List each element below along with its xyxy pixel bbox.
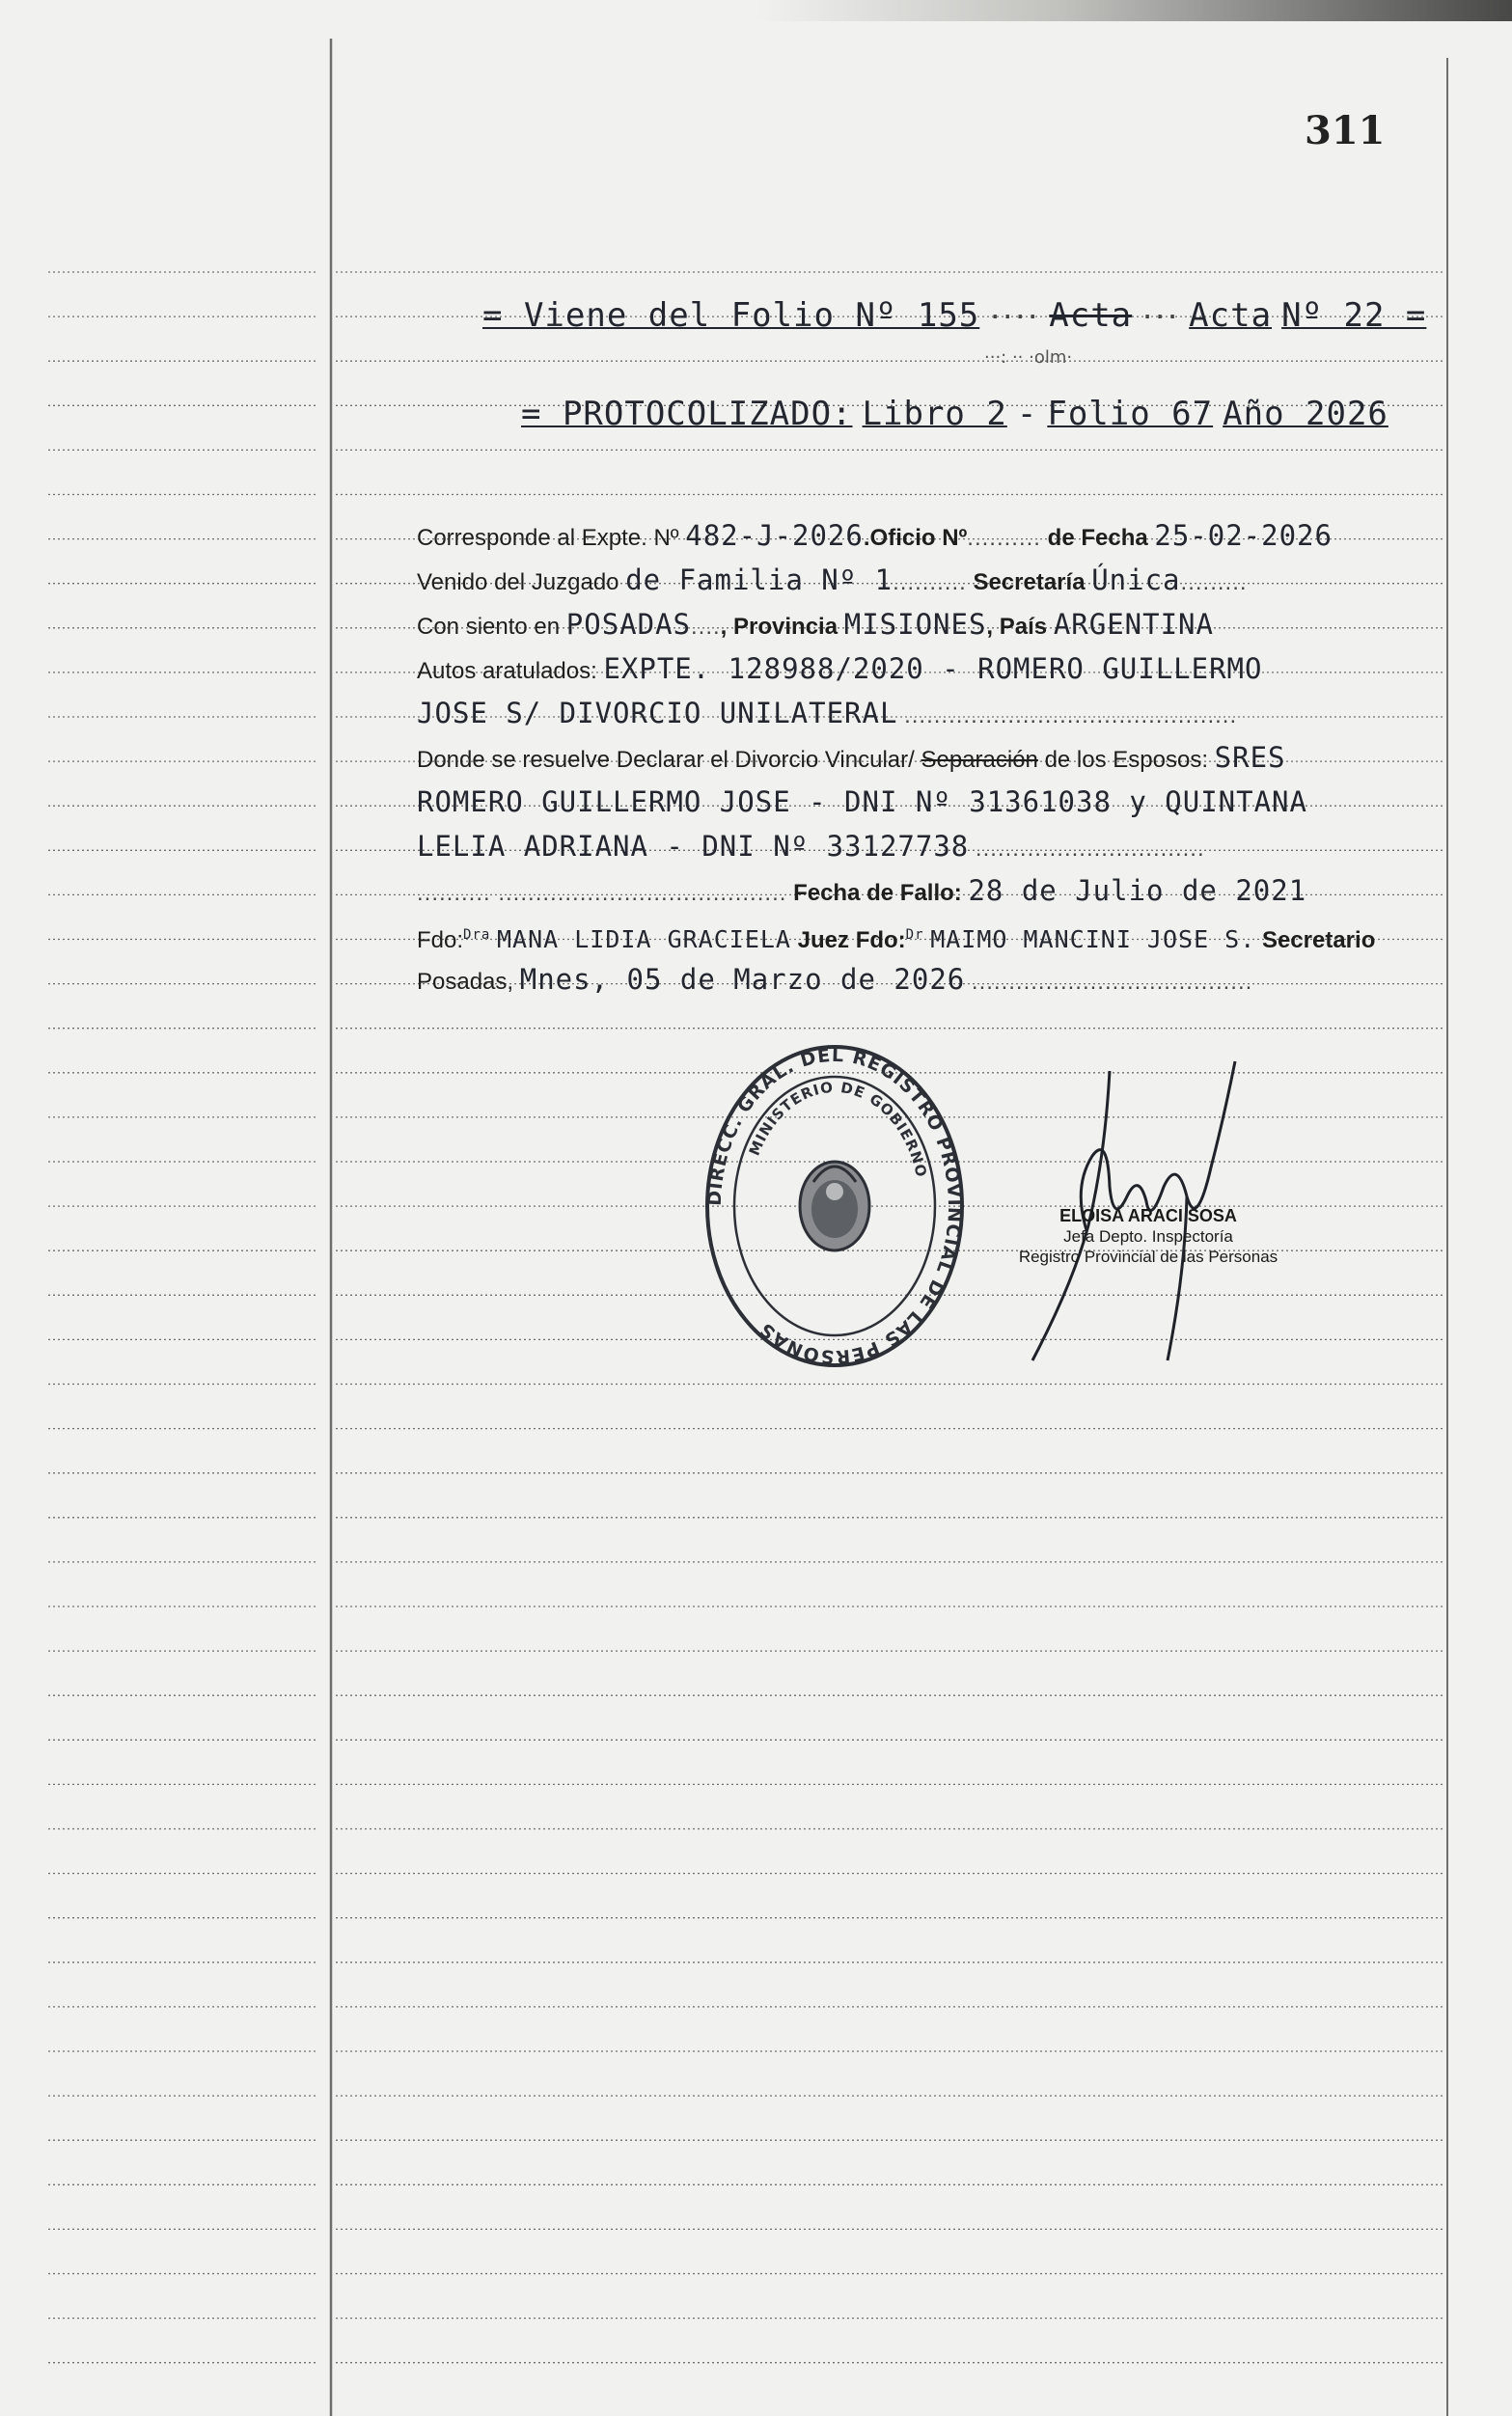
secretaria-label: Secretaría [973,569,1086,595]
struck-acta: Acta [1049,296,1133,335]
acta-overwrite: Acta [1189,296,1273,335]
oficio-label: .Oficio Nº [863,525,968,551]
resuelve-label-2: de los Esposos: [1044,747,1208,773]
secretario-value: MAIMO MANCINI JOSE S. [930,925,1256,953]
asiento-value: POSADAS [565,608,691,641]
resuelve-label-1: Donde se resuelve Declarar el Divorcio Vincular/ [417,747,915,773]
resuelve-strike: Separación [921,747,1038,773]
official-stamp [700,1037,970,1375]
fdo-dr: Dr [905,927,924,943]
line-firmas [417,913,1391,957]
secretaria-value: Única [1091,563,1181,596]
signatory-office: Registro Provincial de las Personas [1018,1248,1278,1266]
page-number: 311 [1305,108,1386,153]
header-dash: - [1016,395,1038,433]
ink-smudge: ···: ·· ·olm· [984,347,1073,368]
de-fecha-label: de Fecha [1047,525,1148,551]
esposos-value-1: ROMERO GUILLERMO JOSE - DNI Nº 31361038 y QUINTANA [417,785,1307,818]
lugar-label: Posadas, [417,969,514,995]
juez-label: Juez [797,927,850,953]
asiento-label: Con siento en [417,614,561,640]
secretario-label: Secretario [1261,927,1376,953]
pais-value: ARGENTINA [1053,608,1214,641]
line-lugar-fecha: Posadas, Mnes, 05 de Marzo de 2026 ...................................... [417,963,1253,996]
fdo-dra: Dra [463,927,491,943]
folio: Folio 67 [1047,395,1214,433]
autos-label: Autos aratulados: [417,658,597,684]
lugar-value: Mnes, 05 de Marzo de 2026 [519,963,966,996]
protocolizado-label: = PROTOCOLIZADO: [521,395,853,433]
anio: Año 2026 [1223,395,1388,433]
esposos-value-2: LELIA ADRIANA - DNI Nº 33127738 [417,830,970,863]
line-resuelve [417,735,1391,780]
signatory-name: ELOISA ARACI SOSA [1059,1206,1237,1225]
fallo-value: 28 de Julio de 2021 [968,874,1307,907]
viene-del-folio: = Viene del Folio Nº 155 [482,296,980,335]
signatory-title: Jefa Depto. Inspectoría [1063,1227,1233,1246]
fallo-label: Fecha de Fallo: [793,880,962,906]
stamp-inner-text: MINISTERIO DE GOBIERNO [745,1078,931,1180]
stamp-outer-text: DIRECC. GRAL. DEL REGISTRO PROVINCIAL DE LAS PERSONAS [703,1044,966,1368]
esposos-value-0: SRES [1214,741,1286,774]
provincia-label: , Provincia [720,614,838,640]
expte-value: 482-J-2026 [685,519,864,552]
header-line-protocolizado [521,384,1438,442]
fdo-label: Fdo: [417,927,464,953]
line-esposos-1 [417,780,1391,824]
signatory-block [975,1206,1322,1267]
fdo-label-2: Fdo: [855,927,906,953]
line-autos-cont: JOSE S/ DIVORCIO UNILATERAL ............................................. [417,697,1238,729]
line-esposos-2: LELIA ADRIANA - DNI Nº 33127738 ............................... [417,830,1205,863]
provincia-value: MISIONES [843,608,987,641]
autos-value-2: JOSE S/ DIVORCIO UNILATERAL [417,697,898,729]
juzgado-value: de Familia Nº 1 [625,563,893,596]
line-autos [417,646,1391,691]
line-fallo: .......... ....................................... Fecha de Fallo: 28 de Julio de 2021 [417,874,1307,907]
expte-label: Corresponde al Expte. Nº [417,525,679,551]
coat-of-arms-icon [800,1162,869,1250]
libro: Libro 2 [862,395,1007,433]
juez-value: MANA LIDIA GRACIELA [497,925,791,953]
header-line-viene: = Viene del Folio Nº 155 ···· Acta ··· Acta Nº 22 = [482,294,1427,335]
juzgado-label: Venido del Juzgado [417,569,619,595]
line-asiento: Con siento en POSADAS...., Provincia MISIONES, País ARGENTINA [417,608,1214,641]
acta-number: Nº 22 = [1281,296,1427,335]
line-juzgado: Venido del Juzgado de Familia Nº 1.......... Secretaría Única......... [417,563,1248,596]
de-fecha-value: 25-02-2026 [1154,519,1333,552]
line-expediente: Corresponde al Expte. Nº 482-J-2026.Oficio Nº.......... de Fecha 25-02-2026 [417,519,1333,552]
pais-label: , País [986,614,1048,640]
autos-value-1: EXPTE. 128988/2020 - ROMERO GUILLERMO [603,652,1263,685]
